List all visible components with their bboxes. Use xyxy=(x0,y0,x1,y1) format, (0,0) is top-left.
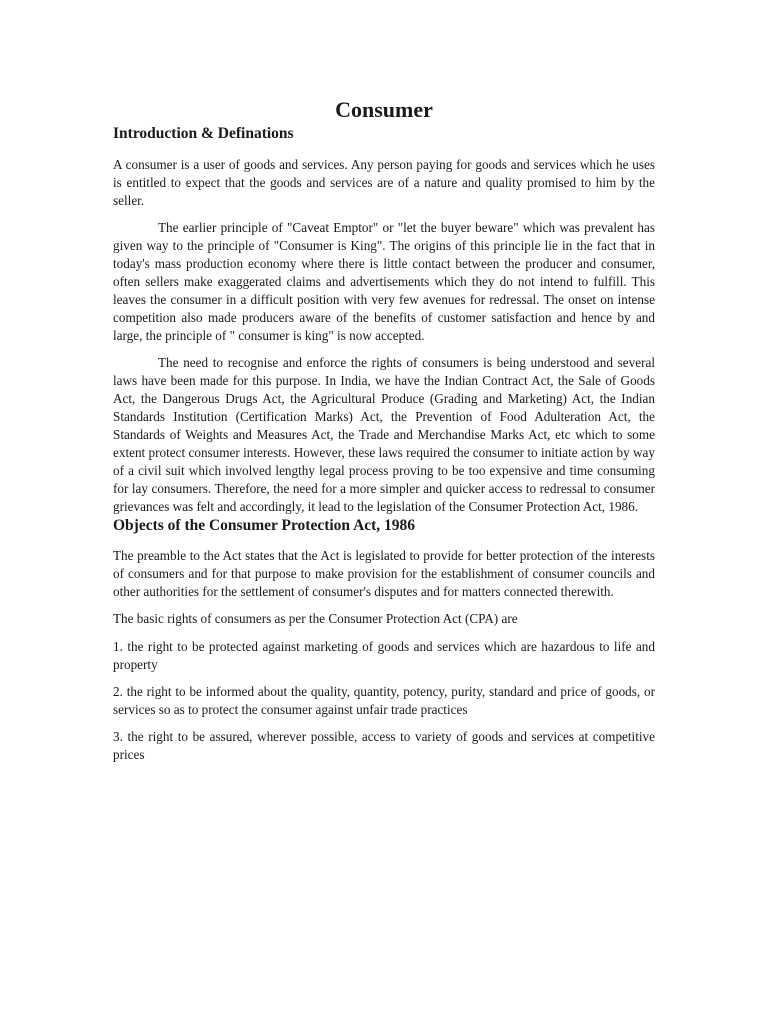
intro-paragraph-3: The need to recognise and enforce the rights of consumers is being understood and several laws have been made for this purpose. In India, we have the Indian Contract Act, the Sale of Goods Act, the Dangerous Drugs Act, the Agricultural Produce (Grading and Marketing) Act, the Indian Standards Institution (Certification Marks) Act, the Prevention of Food Adulteration Act, the Standards of Weights and Measures Act, the Trade and Merchandise Marks Act, etc which to some extent protect consumer interests. However, these laws required the consumer to initiate action by way of a civil suit which involved lengthy legal process proving to be too expensive and time consuming for lay consumers. Therefore, the need for a more simpler and quicker access to redressal to consumer grievances was felt and accordingly, it lead to the legislation of the Consumer Protection Act, 1986. xyxy=(113,355,655,514)
objects-heading: Objects of the Consumer Protection Act, 1986 xyxy=(113,517,416,534)
intro-paragraph-2: The earlier principle of "Caveat Emptor" or "let the buyer beware" which was prevalent has given way to the principle of "Consumer is King". The origins of this principle lie in the fact that in today's mass production economy where there is little contact between the producer and consumer, often sellers make exaggerated claims and advertisements which they do not intend to fulfill. This leaves the consumer in a difficult position with very few avenues for redressal. The onset on intense competition also made producers aware of the benefits of customer satisfaction and hence by and large, the principle of " consumer is king" is now accepted. xyxy=(113,220,655,343)
objects-paragraph-1: The preamble to the Act states that the Act is legislated to provide for better protection of the interests of consumers and for that purpose to make provision for the establishment of consumer councils and other authorities for the settlement of consumer's disputes and for matters connected therewith. xyxy=(113,548,655,599)
intro-paragraph-1: A consumer is a user of goods and services. Any person paying for goods and services which he uses is entitled to expect that the goods and services are of a nature and quality promised to him by the seller. xyxy=(113,157,655,208)
rights-list-item-3: 3. the right to be assured, wherever possible, access to variety of goods and services at competitive prices xyxy=(113,729,655,762)
document-title: Consumer xyxy=(335,97,433,122)
rights-list-item-2: 2. the right to be informed about the quality, quantity, potency, purity, standard and price of goods, or services so as to protect the consumer against unfair trade practices xyxy=(113,684,655,717)
document-page xyxy=(113,96,655,764)
intro-heading: Introduction & Definations xyxy=(113,125,294,142)
rights-list-item-1: 1. the right to be protected against marketing of goods and services which are hazardous to life and property xyxy=(113,639,655,672)
objects-paragraph-2: The basic rights of consumers as per the Consumer Protection Act (CPA) are xyxy=(113,611,518,626)
